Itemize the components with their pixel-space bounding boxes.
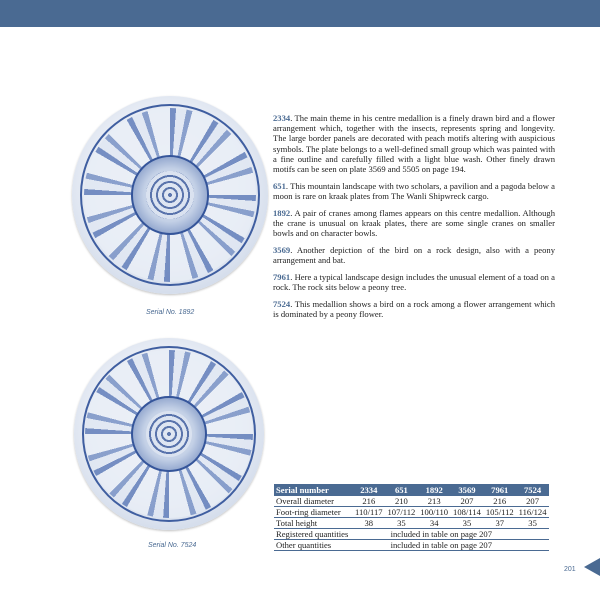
table-cell: 216 <box>483 496 516 507</box>
column-header: 2334 <box>353 484 385 496</box>
table-row <box>274 496 549 507</box>
table-cell: 34 <box>418 518 451 529</box>
table-cell: 35 <box>385 518 418 529</box>
paragraph-text: . Another depiction of the bird on a rock design, also with a peony arrangement and bat. <box>273 244 555 265</box>
column-header: 7961 <box>483 484 516 496</box>
page-tab-marker <box>584 558 600 576</box>
serial-number: 7961 <box>273 271 291 282</box>
table-cell: 116/124 <box>516 507 549 518</box>
table-cell: 216 <box>353 496 385 507</box>
paragraph-text: . This mountain landscape with two scholars, a pavilion and a pagoda below a moon is rare on kraak plates from The Wanli Shipwreck cargo. <box>273 180 555 201</box>
paragraph <box>273 272 555 292</box>
table-cell: 100/110 <box>418 507 451 518</box>
plate-caption: Serial No. 7524 <box>148 542 197 549</box>
table-cell: 207 <box>451 496 484 507</box>
table-row <box>274 540 549 551</box>
paragraph-text: . The main theme in his centre medallion is a finely drawn bird and a flower arrangement which, together with the insects, represents spring and longevity. The large border panels are decorated with peach motifs altering with auspicious symbols. The plate belongs to a well-defined small group which was painted with a fine outline and carefully filled with a light blue wash. Other finely drawn motifs can be seen on plate 3569 and 5505 on page 194. <box>273 113 555 175</box>
table-cell: 107/112 <box>385 507 418 518</box>
paragraph <box>273 299 555 319</box>
table-cell: 210 <box>385 496 418 507</box>
table-row <box>274 507 549 518</box>
header-band <box>0 0 600 27</box>
table-cell: 213 <box>418 496 451 507</box>
description-text <box>273 113 555 325</box>
row-label: Overall diameter <box>274 496 353 507</box>
table-cell: 110/117 <box>353 507 385 518</box>
table-cell: 38 <box>353 518 385 529</box>
serial-number: 3569 <box>273 244 291 255</box>
table-cell: 37 <box>483 518 516 529</box>
paragraph-text: . Here a typical landscape design includes the unusual element of a toad on a rock. The rock sits below a peony tree. <box>273 271 555 292</box>
column-header: 3569 <box>451 484 484 496</box>
row-label: Foot-ring diameter <box>274 507 353 518</box>
serial-number: 7524 <box>273 298 291 309</box>
plate-motif <box>146 171 193 219</box>
row-label: Other quantities <box>274 540 353 551</box>
paragraph <box>273 208 555 239</box>
row-label: Registered quantities <box>274 529 353 540</box>
table-cell: 35 <box>451 518 484 529</box>
measurements-table <box>274 484 549 551</box>
table-cell: included in table on page 207 <box>353 529 549 540</box>
paragraph <box>273 181 555 201</box>
paragraph <box>273 245 555 265</box>
serial-number: 2334 <box>273 113 291 123</box>
column-header: Serial number <box>274 484 353 496</box>
table-header-row <box>274 484 549 496</box>
porcelain-plate-image <box>72 96 268 294</box>
table-cell: 207 <box>516 496 549 507</box>
plate-motif <box>146 411 192 457</box>
paragraph <box>273 113 555 174</box>
page-number: 201 <box>564 566 576 573</box>
serial-number: 651 <box>273 180 286 191</box>
porcelain-plate-image <box>74 338 264 530</box>
table-cell: 35 <box>516 518 549 529</box>
table-cell: 108/114 <box>451 507 484 518</box>
table-cell: 105/112 <box>483 507 516 518</box>
paragraph-text: . This medallion shows a bird on a rock among a flower arrangement which is dominated by a peony flower. <box>273 298 555 319</box>
paragraph-text: . A pair of cranes among flames appears on this centre medallion. Although the crane is unusual on kraak plates, there are some single cranes on smaller bowls and on character bowls. <box>273 207 555 239</box>
row-label: Total height <box>274 518 353 529</box>
table-cell: included in table on page 207 <box>353 540 549 551</box>
table-row <box>274 518 549 529</box>
column-header: 7524 <box>516 484 549 496</box>
column-header: 651 <box>385 484 418 496</box>
serial-number: 1892 <box>273 207 291 218</box>
plate-caption: Serial No. 1892 <box>146 309 195 316</box>
table-row <box>274 529 549 540</box>
column-header: 1892 <box>418 484 451 496</box>
